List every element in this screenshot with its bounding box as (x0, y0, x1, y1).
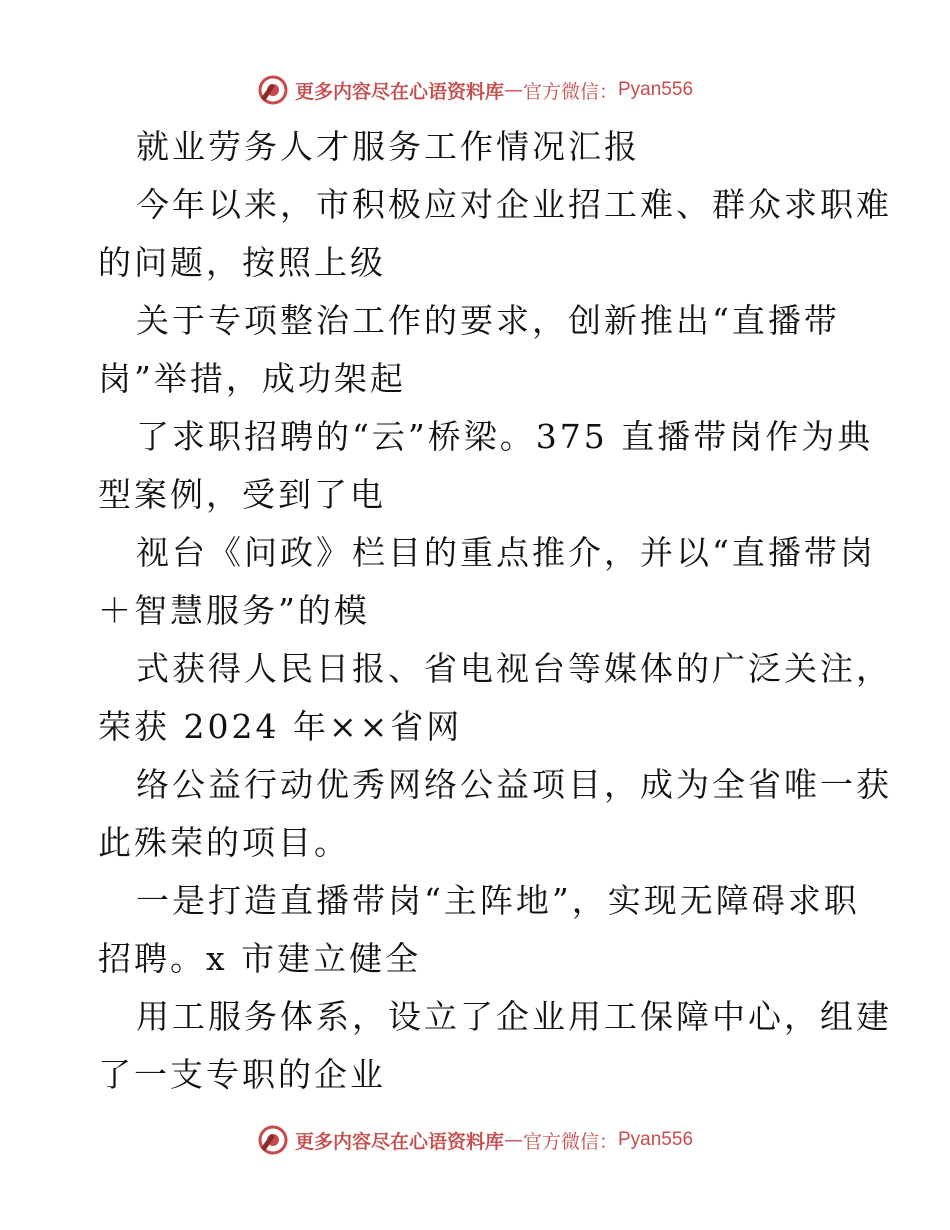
text-line: 用工服务体系，设立了企业用工保障中心，组建 (136, 997, 892, 1036)
text-line: ＋智慧服务”的模 (98, 591, 370, 630)
header-separator: — (503, 79, 523, 101)
text-line: 今年以来，市积极应对企业招工难、群众求职难 (136, 185, 892, 224)
header-wechat-id: Pyan556 (618, 79, 694, 100)
text-line: 视台《问政》栏目的重点推介，并以“直播带岗 (136, 533, 876, 572)
text-line: 型案例，受到了电 (98, 475, 386, 514)
footer-site-text: 更多内容尽在心语资料库 (294, 1130, 504, 1153)
header-banner (0, 70, 950, 110)
header-site-text: 更多内容尽在心语资料库 (294, 80, 504, 103)
footer-banner (0, 1120, 950, 1160)
text-line: 此殊荣的项目。 (98, 823, 350, 862)
text-line: 关于专项整治工作的要求，创新推出“直播带 (136, 301, 840, 340)
text-line: 荣获 2024 年××省网 (98, 707, 463, 746)
header-wechat-label: 官方微信： (522, 80, 618, 103)
text-line: 式获得人民日报、省电视台等媒体的广泛关注， (136, 649, 892, 688)
text-line: 岗”举措，成功架起 (98, 359, 406, 398)
document-title: 就业劳务人才服务工作情况汇报 (136, 127, 640, 166)
text-line: 络公益行动优秀网络公益项目，成为全省唯一获 (136, 765, 892, 804)
text-line: 的问题，按照上级 (98, 243, 386, 282)
text-line: 了求职招聘的“云”桥梁。375 直播带岗作为典 (136, 417, 874, 456)
text-line: 一是打造直播带岗“主阵地”，实现无障碍求职 (136, 881, 860, 920)
document-body (98, 118, 892, 1104)
logo-icon (257, 74, 289, 106)
footer-wechat-id: Pyan556 (618, 1129, 694, 1150)
footer-wechat-label: 官方微信： (522, 1130, 618, 1153)
text-line: 招聘。x 市建立健全 (98, 939, 422, 978)
footer-separator: — (503, 1129, 523, 1151)
text-line: 了一支专职的企业 (98, 1055, 386, 1094)
logo-icon (257, 1124, 289, 1156)
